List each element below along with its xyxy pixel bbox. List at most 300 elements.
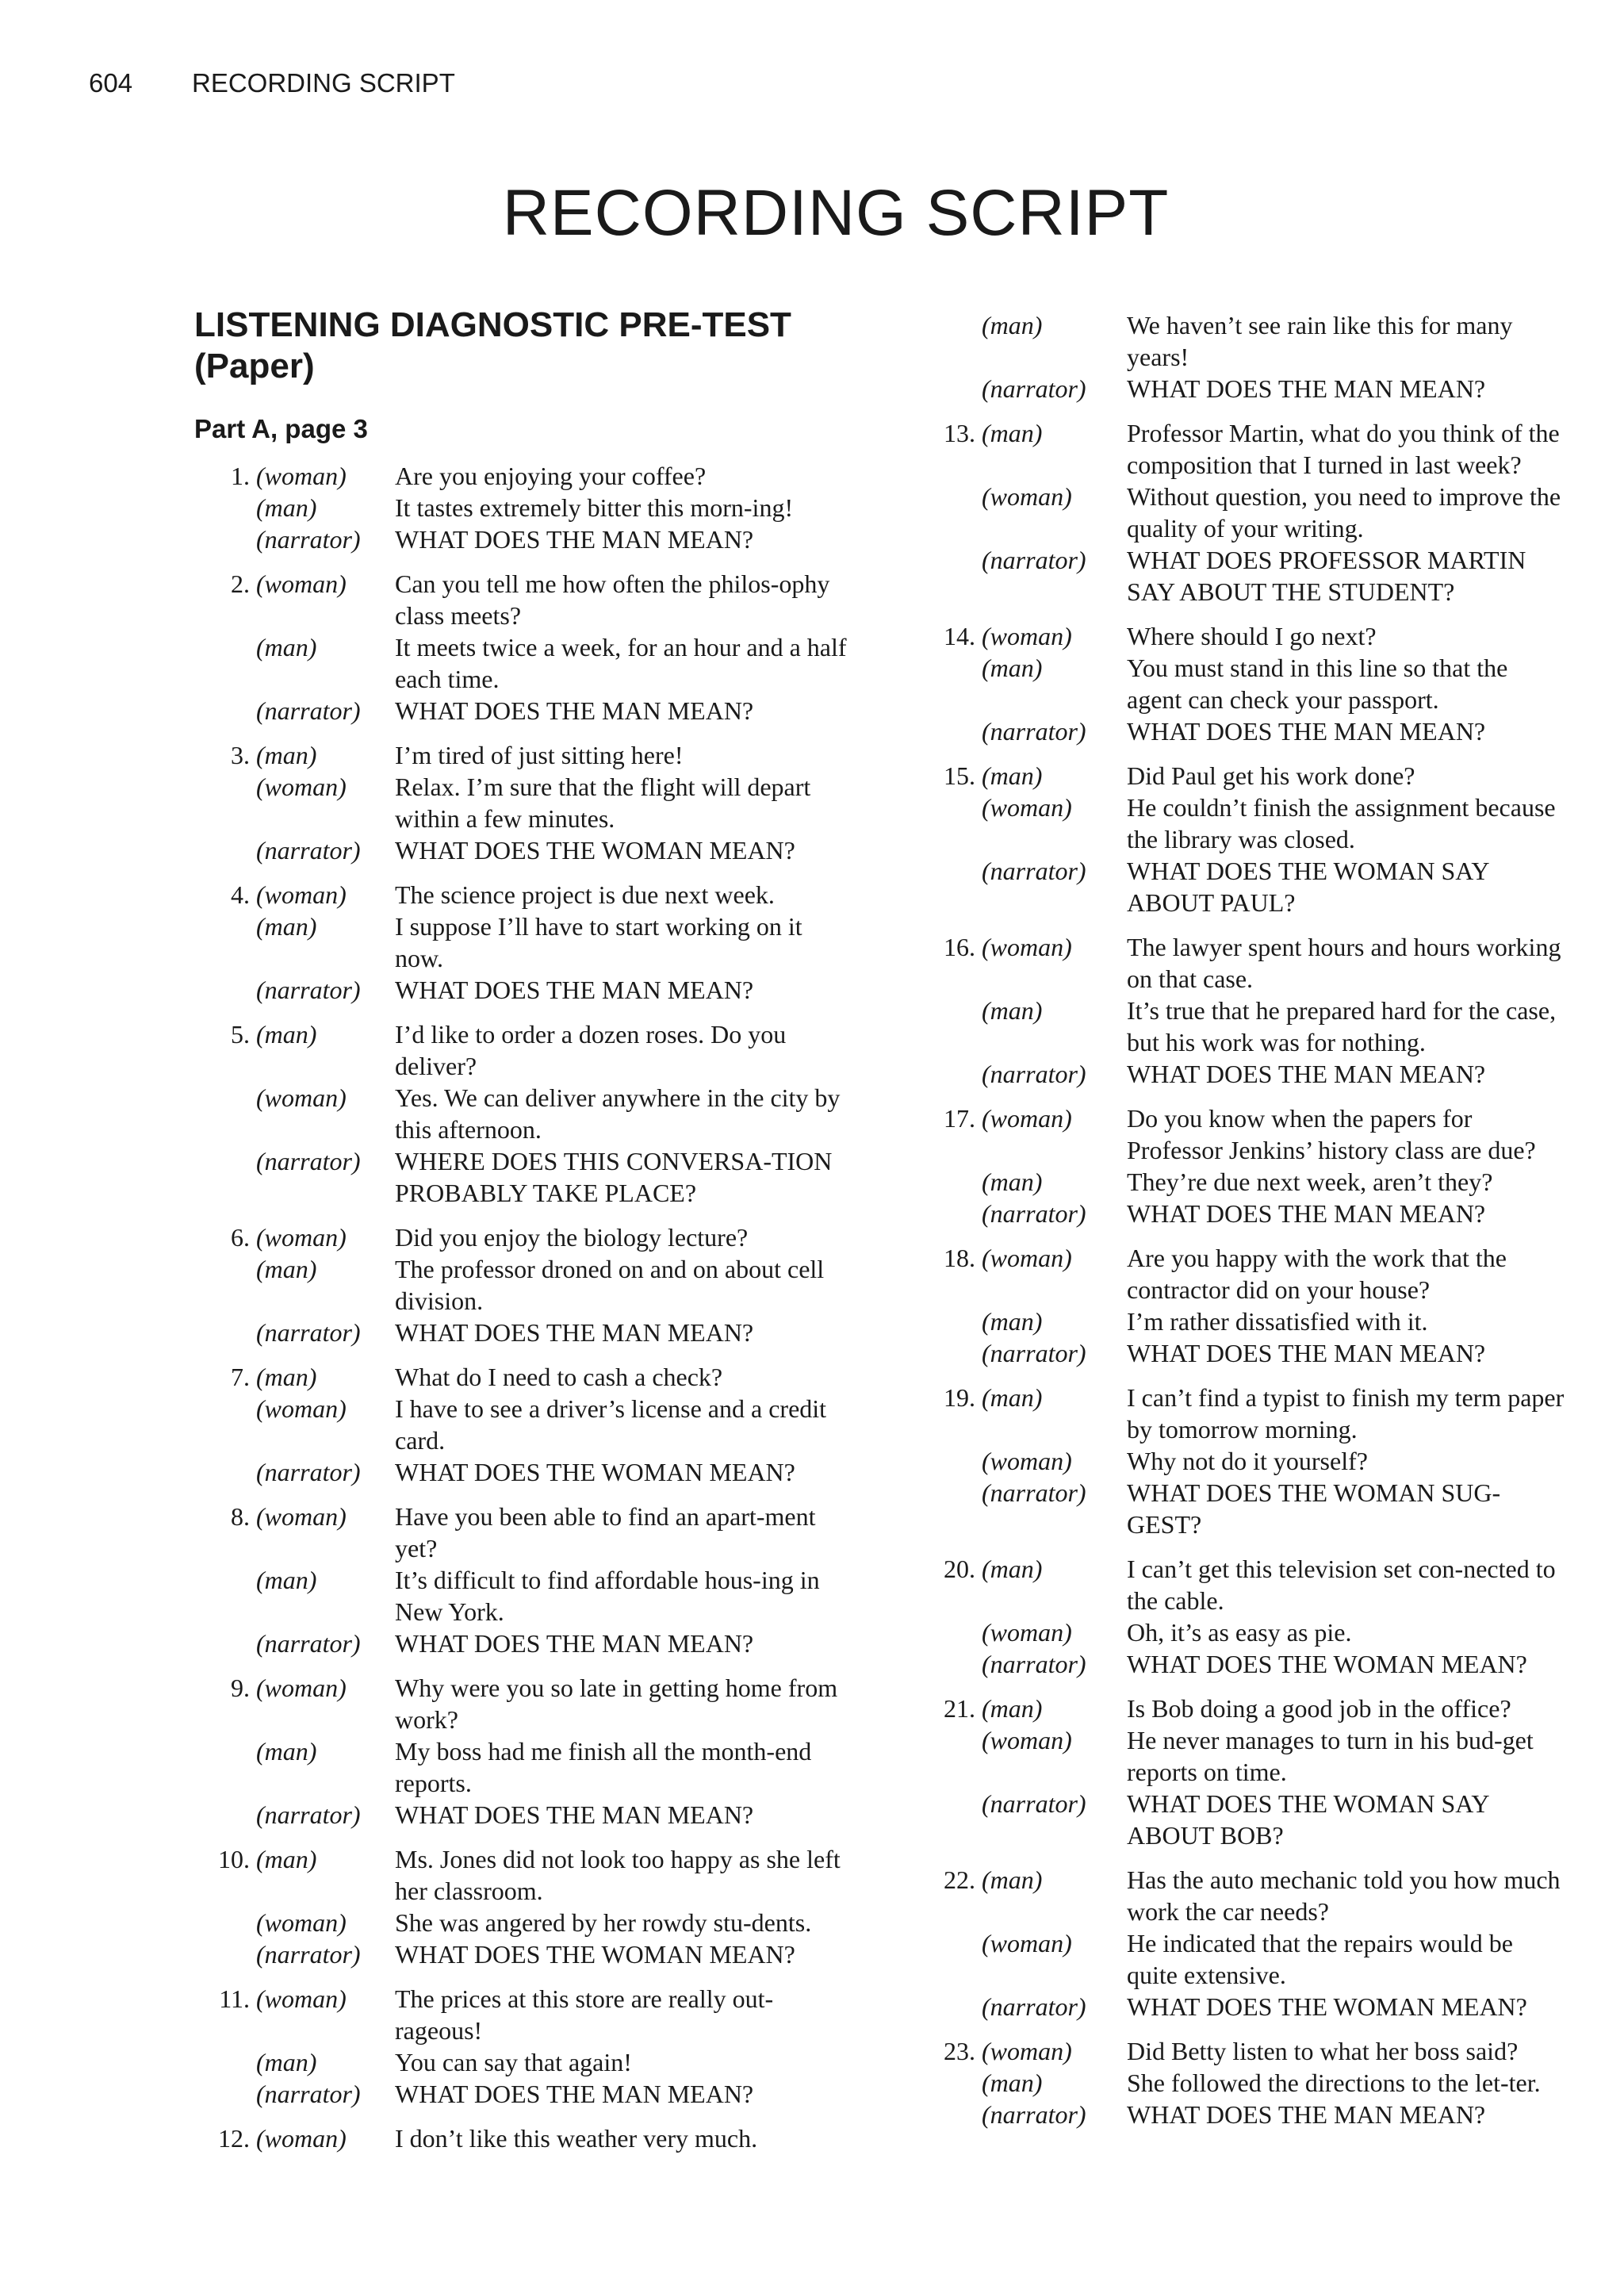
speaker-label: (woman) (256, 1674, 347, 1702)
running-head-title: RECORDING SCRIPT (192, 68, 455, 98)
item-number: 20. (944, 1555, 975, 1583)
item-number: 2. (231, 569, 250, 598)
item-number (902, 995, 982, 1058)
item-number (902, 1198, 982, 1229)
item-number: 18. (944, 1244, 975, 1272)
speaker-label: (man) (982, 1168, 1043, 1196)
dialogue-text: It tastes extremely bitter this morn-ing! (395, 493, 794, 522)
item-number (194, 1564, 256, 1628)
dialogue-text: WHAT DOES THE WOMAN SAY ABOUT PAUL? (1127, 857, 1489, 917)
dialogue-line (902, 309, 1568, 373)
dialogue-text: Oh, it’s as easy as pie. (1127, 1618, 1352, 1647)
dialogue-line (194, 1735, 860, 1799)
speaker-label: (man) (982, 654, 1043, 682)
script-item (902, 2035, 1568, 2130)
dialogue-line (902, 373, 1568, 405)
speaker-label: (narrator) (256, 1800, 361, 1829)
item-number (194, 523, 256, 555)
dialogue-line (902, 1445, 1568, 1477)
speaker-label: (woman) (982, 1929, 1072, 1957)
dialogue-text: He never manages to turn in his bud-get reports on time. (1127, 1726, 1534, 1786)
speaker-label: (woman) (256, 1984, 347, 2013)
item-number: 14. (944, 622, 975, 650)
dialogue-line (902, 1616, 1568, 1648)
dialogue-line (194, 974, 860, 1006)
speaker-label: (narrator) (982, 1992, 1086, 2021)
speaker-label: (man) (256, 1020, 317, 1049)
dialogue-line (194, 460, 860, 492)
left-column (194, 460, 860, 2167)
script-item (194, 460, 860, 555)
item-number (194, 911, 256, 974)
script-item (194, 1361, 860, 1488)
dialogue-line (902, 1382, 1568, 1445)
speaker-label: (narrator) (256, 1458, 361, 1486)
dialogue-line (194, 1145, 860, 1209)
dialogue-text: Why were you so late in getting home from work? (395, 1674, 838, 1734)
dialogue-line (902, 1337, 1568, 1369)
dialogue-text: WHAT DOES THE MAN MEAN? (395, 1800, 754, 1829)
dialogue-text: WHAT DOES THE WOMAN MEAN? (395, 836, 795, 865)
dialogue-line (194, 1018, 860, 1082)
speaker-label: (narrator) (982, 1478, 1086, 1507)
dialogue-line (902, 1242, 1568, 1306)
item-number (194, 695, 256, 727)
dialogue-text: Do you know when the papers for Professor Jenkins’ history class are due? (1127, 1104, 1536, 1164)
script-item (902, 1864, 1568, 2023)
dialogue-text: WHAT DOES THE WOMAN MEAN? (395, 1458, 795, 1486)
item-number: 21. (944, 1694, 975, 1723)
item-number (902, 1991, 982, 2023)
dialogue-text: The professor droned on and on about cell division. (395, 1255, 825, 1315)
dialogue-text: I don’t like this weather very much. (395, 2124, 758, 2153)
speaker-label: (woman) (982, 1447, 1072, 1475)
speaker-label: (narrator) (982, 1789, 1086, 1818)
item-number (902, 481, 982, 544)
item-number (902, 309, 982, 373)
dialogue-line (902, 2035, 1568, 2067)
dialogue-text: It’s true that he prepared hard for the case, but his work was for nothing. (1127, 996, 1557, 1056)
dialogue-line (194, 1907, 860, 1938)
item-number: 22. (944, 1865, 975, 1894)
item-number (902, 1337, 982, 1369)
speaker-label: (man) (982, 1865, 1043, 1894)
dialogue-text: WHAT DOES THE MAN MEAN? (1127, 1199, 1486, 1228)
item-number (902, 715, 982, 747)
dialogue-text: I can’t find a typist to finish my term paper by tomorrow morning. (1127, 1383, 1565, 1444)
item-number (902, 855, 982, 918)
item-number: 23. (944, 2037, 975, 2065)
dialogue-line (194, 1082, 860, 1145)
dialogue-line (902, 715, 1568, 747)
item-number: 17. (944, 1104, 975, 1133)
dialogue-line (194, 911, 860, 974)
dialogue-line (194, 631, 860, 695)
speaker-label: (narrator) (256, 525, 361, 554)
dialogue-line (902, 481, 1568, 544)
script-item (902, 1553, 1568, 1680)
item-number (194, 1456, 256, 1488)
dialogue-text: I can’t get this television set con-nected to the cable. (1127, 1555, 1556, 1615)
dialogue-line (194, 1672, 860, 1735)
dialogue-line (194, 1361, 860, 1393)
item-number (194, 771, 256, 834)
dialogue-line (902, 931, 1568, 995)
item-number: 13. (944, 419, 975, 447)
dialogue-text: He couldn’t finish the assignment because the library was closed. (1127, 793, 1556, 853)
dialogue-text: WHAT DOES THE MAN MEAN? (1127, 374, 1486, 403)
dialogue-text: WHAT DOES THE WOMAN MEAN? (1127, 1650, 1527, 1678)
speaker-label: (woman) (982, 482, 1072, 511)
part-title: Part A, page 3 (194, 414, 368, 443)
dialogue-line (194, 771, 860, 834)
speaker-label: (man) (256, 1566, 317, 1594)
speaker-label: (man) (982, 1694, 1043, 1723)
item-number: 16. (944, 933, 975, 961)
running-head (89, 68, 455, 98)
script-item (902, 1242, 1568, 1369)
speaker-label: (woman) (256, 1908, 347, 1937)
speaker-label: (man) (982, 419, 1043, 447)
dialogue-text: Are you happy with the work that the contractor did on your house? (1127, 1244, 1507, 1304)
script-item (194, 1983, 860, 2110)
dialogue-text: We haven’t see rain like this for many years! (1127, 311, 1513, 371)
speaker-label: (man) (982, 1555, 1043, 1583)
dialogue-text: Without question, you need to improve the quality of your writing. (1127, 482, 1561, 543)
dialogue-line (902, 1648, 1568, 1680)
speaker-label: (man) (256, 1255, 317, 1283)
dialogue-line (902, 1102, 1568, 1166)
item-number: 15. (944, 761, 975, 790)
item-number (902, 2067, 982, 2099)
dialogue-text: WHAT DOES PROFESSOR MARTIN SAY ABOUT THE STUDENT? (1127, 546, 1526, 606)
dialogue-line (902, 1553, 1568, 1616)
item-number (194, 631, 256, 695)
dialogue-text: It meets twice a week, for an hour and a half each time. (395, 633, 847, 693)
dialogue-line (194, 1564, 860, 1628)
speaker-label: (man) (256, 1363, 317, 1391)
dialogue-line (194, 2122, 860, 2154)
dialogue-line (194, 1456, 860, 1488)
dialogue-text: WHERE DOES THIS CONVERSA-TION PROBABLY TAKE PLACE? (395, 1147, 833, 1207)
speaker-label: (man) (256, 1737, 317, 1766)
item-number (902, 652, 982, 715)
speaker-label: (woman) (256, 569, 347, 598)
item-number (194, 2078, 256, 2110)
item-number (194, 974, 256, 1006)
script-item (194, 568, 860, 727)
dialogue-line (902, 652, 1568, 715)
speaker-label: (narrator) (982, 717, 1086, 746)
speaker-label: (man) (256, 741, 317, 769)
dialogue-line (194, 1938, 860, 1970)
item-number (194, 1082, 256, 1145)
speaker-label: (narrator) (256, 696, 361, 725)
dialogue-line (194, 1317, 860, 1348)
script-item (194, 1501, 860, 1659)
dialogue-text: WHAT DOES THE MAN MEAN? (1127, 1060, 1486, 1088)
dialogue-line (902, 792, 1568, 855)
script-item (194, 2122, 860, 2154)
speaker-label: (woman) (256, 2124, 347, 2153)
item-number (194, 1393, 256, 1456)
dialogue-text: I suppose I’ll have to start working on it now. (395, 912, 802, 972)
item-number (902, 544, 982, 608)
speaker-label: (narrator) (256, 1629, 361, 1658)
speaker-label: (woman) (256, 1083, 347, 1112)
dialogue-text: WHAT DOES THE WOMAN MEAN? (395, 1940, 795, 1969)
dialogue-text: Are you enjoying your coffee? (395, 462, 707, 490)
dialogue-line (902, 1927, 1568, 1991)
dialogue-text: It’s difficult to find affordable hous-ing in New York. (395, 1566, 820, 1626)
dialogue-line (902, 1306, 1568, 1337)
item-number (194, 492, 256, 523)
dialogue-text: Is Bob doing a good job in the office? (1127, 1694, 1511, 1723)
dialogue-text: I’d like to order a dozen roses. Do you deliver? (395, 1020, 787, 1080)
dialogue-text: WHAT DOES THE WOMAN MEAN? (1127, 1992, 1527, 2021)
dialogue-text: She was angered by her rowdy stu-dents. (395, 1908, 812, 1937)
speaker-label: (man) (982, 761, 1043, 790)
speaker-label: (woman) (982, 1726, 1072, 1754)
speaker-label: (narrator) (256, 1147, 361, 1175)
dialogue-line (902, 1198, 1568, 1229)
dialogue-line (194, 492, 860, 523)
script-item (194, 879, 860, 1006)
script-item (194, 1672, 860, 1831)
script-item (194, 1843, 860, 1970)
item-number: 8. (231, 1502, 250, 1531)
speaker-label: (woman) (982, 2037, 1072, 2065)
script-item (902, 1102, 1568, 1229)
page-number: 604 (89, 68, 133, 98)
dialogue-text: The lawyer spent hours and hours working on that case. (1127, 933, 1561, 993)
item-number: 7. (231, 1363, 250, 1391)
dialogue-line (194, 568, 860, 631)
dialogue-line (194, 1628, 860, 1659)
speaker-label: (narrator) (256, 1940, 361, 1969)
script-item (194, 1018, 860, 1209)
item-number (902, 1724, 982, 1788)
script-item (194, 1221, 860, 1348)
dialogue-line (902, 1693, 1568, 1724)
item-number: 19. (944, 1383, 975, 1412)
item-number: 9. (231, 1674, 250, 1702)
item-number: 4. (231, 880, 250, 909)
item-number (194, 1317, 256, 1348)
script-item (902, 309, 1568, 405)
speaker-label: (woman) (982, 1244, 1072, 1272)
dialogue-line (194, 1501, 860, 1564)
item-number (902, 1306, 982, 1337)
dialogue-line (194, 695, 860, 727)
item-number: 3. (231, 741, 250, 769)
speaker-label: (narrator) (256, 976, 361, 1004)
speaker-label: (woman) (256, 462, 347, 490)
dialogue-line (194, 1253, 860, 1317)
script-item (194, 739, 860, 866)
item-number: 11. (219, 1984, 250, 2013)
dialogue-text: Did Paul get his work done? (1127, 761, 1415, 790)
item-number (194, 834, 256, 866)
dialogue-line (194, 1799, 860, 1831)
dialogue-text: Relax. I’m sure that the flight will depart within a few minutes. (395, 773, 811, 833)
item-number (194, 1145, 256, 1209)
item-number: 12. (218, 2124, 250, 2153)
dialogue-text: WHAT DOES THE MAN MEAN? (395, 2080, 754, 2108)
dialogue-text: Ms. Jones did not look too happy as she left her classroom. (395, 1845, 841, 1905)
item-number (194, 1628, 256, 1659)
speaker-label: (narrator) (256, 836, 361, 865)
dialogue-line (902, 760, 1568, 792)
item-number (902, 1166, 982, 1198)
dialogue-text: Did Betty listen to what her boss said? (1127, 2037, 1519, 2065)
item-number: 5. (231, 1020, 250, 1049)
item-number (194, 2046, 256, 2078)
speaker-label: (narrator) (982, 2100, 1086, 2129)
item-number (194, 1907, 256, 1938)
speaker-label: (man) (982, 996, 1043, 1025)
speaker-label: (man) (256, 912, 317, 941)
speaker-label: (woman) (256, 1502, 347, 1531)
speaker-label: (woman) (982, 793, 1072, 822)
dialogue-line (194, 739, 860, 771)
dialogue-text: WHAT DOES THE MAN MEAN? (395, 525, 754, 554)
speaker-label: (narrator) (982, 1339, 1086, 1367)
item-number (194, 1938, 256, 1970)
speaker-label: (man) (982, 311, 1043, 339)
dialogue-line (194, 879, 860, 911)
dialogue-text: The science project is due next week. (395, 880, 775, 909)
dialogue-line (902, 1477, 1568, 1540)
speaker-label: (woman) (982, 622, 1072, 650)
speaker-label: (man) (256, 2048, 317, 2076)
dialogue-line (194, 834, 860, 866)
script-item (902, 1693, 1568, 1851)
dialogue-text: WHAT DOES THE MAN MEAN? (395, 1629, 754, 1658)
dialogue-line (902, 2067, 1568, 2099)
speaker-label: (man) (256, 633, 317, 661)
item-number (902, 1058, 982, 1090)
dialogue-text: The prices at this store are really out-rageous! (395, 1984, 774, 2045)
dialogue-text: WHAT DOES THE MAN MEAN? (1127, 1339, 1486, 1367)
dialogue-line (902, 1058, 1568, 1090)
dialogue-line (902, 417, 1568, 481)
dialogue-line (194, 2046, 860, 2078)
dialogue-line (902, 1788, 1568, 1851)
dialogue-line (902, 1166, 1568, 1198)
item-number: 1. (231, 462, 250, 490)
speaker-label: (woman) (256, 1394, 347, 1423)
speaker-label: (narrator) (256, 1318, 361, 1347)
script-item (902, 1382, 1568, 1540)
dialogue-text: Yes. We can deliver anywhere in the city by this afternoon. (395, 1083, 841, 1144)
dialogue-text: They’re due next week, aren’t they? (1127, 1168, 1493, 1196)
dialogue-text: WHAT DOES THE MAN MEAN? (1127, 717, 1486, 746)
item-number (902, 1616, 982, 1648)
speaker-label: (narrator) (982, 1199, 1086, 1228)
dialogue-text: WHAT DOES THE WOMAN SAY ABOUT BOB? (1127, 1789, 1489, 1850)
speaker-label: (woman) (256, 1223, 347, 1252)
dialogue-text: You can say that again! (395, 2048, 632, 2076)
item-number (902, 1927, 982, 1991)
dialogue-text: WHAT DOES THE MAN MEAN? (395, 696, 754, 725)
dialogue-text: My boss had me finish all the month-end reports. (395, 1737, 812, 1797)
speaker-label: (narrator) (256, 2080, 361, 2108)
dialogue-line (902, 1864, 1568, 1927)
item-number: 6. (231, 1223, 250, 1252)
dialogue-text: Where should I go next? (1127, 622, 1377, 650)
dialogue-text: She followed the directions to the let-ter. (1127, 2069, 1541, 2097)
dialogue-text: WHAT DOES THE MAN MEAN? (395, 976, 754, 1004)
speaker-label: (narrator) (982, 857, 1086, 885)
speaker-label: (woman) (982, 1104, 1072, 1133)
dialogue-text: Did you enjoy the biology lecture? (395, 1223, 749, 1252)
dialogue-line (194, 1393, 860, 1456)
right-column (902, 309, 1568, 2143)
speaker-label: (narrator) (982, 374, 1086, 403)
dialogue-text: What do I need to cash a check? (395, 1363, 723, 1391)
item-number (194, 1799, 256, 1831)
dialogue-text: Has the auto mechanic told you how much work the car needs? (1127, 1865, 1561, 1926)
dialogue-line (902, 1724, 1568, 1788)
item-number (902, 1445, 982, 1477)
script-item (902, 931, 1568, 1090)
speaker-label: (man) (256, 493, 317, 522)
speaker-label: (woman) (256, 880, 347, 909)
speaker-label: (narrator) (982, 1650, 1086, 1678)
dialogue-line (902, 995, 1568, 1058)
dialogue-line (194, 2078, 860, 2110)
dialogue-line (902, 1991, 1568, 2023)
speaker-label: (man) (982, 1307, 1043, 1336)
dialogue-line (902, 544, 1568, 608)
item-number (902, 1477, 982, 1540)
dialogue-line (194, 1843, 860, 1907)
item-number (902, 792, 982, 855)
speaker-label: (woman) (982, 1618, 1072, 1647)
script-item (902, 417, 1568, 608)
dialogue-line (902, 855, 1568, 918)
speaker-label: (narrator) (982, 546, 1086, 574)
dialogue-text: WHAT DOES THE WOMAN SUG-GEST? (1127, 1478, 1501, 1539)
item-number (902, 373, 982, 405)
section-title: LISTENING DIAGNOSTIC PRE-TEST (Paper) (194, 305, 791, 385)
dialogue-text: I’m rather dissatisfied with it. (1127, 1307, 1428, 1336)
item-number (902, 1788, 982, 1851)
dialogue-text: Professor Martin, what do you think of the composition that I turned in last week? (1127, 419, 1560, 479)
item-number (194, 1253, 256, 1317)
page-title: RECORDING SCRIPT (502, 177, 1170, 249)
item-number (902, 2099, 982, 2130)
item-number: 10. (218, 1845, 250, 1873)
speaker-label: (woman) (982, 933, 1072, 961)
dialogue-line (194, 1983, 860, 2046)
dialogue-line (194, 1221, 860, 1253)
dialogue-text: I’m tired of just sitting here! (395, 741, 684, 769)
item-number (194, 1735, 256, 1799)
dialogue-text: WHAT DOES THE MAN MEAN? (1127, 2100, 1486, 2129)
script-item (902, 760, 1568, 918)
dialogue-line (902, 2099, 1568, 2130)
dialogue-text: He indicated that the repairs would be quite extensive. (1127, 1929, 1513, 1989)
script-item (902, 620, 1568, 747)
dialogue-text: Have you been able to find an apart-ment yet? (395, 1502, 816, 1562)
speaker-label: (man) (256, 1845, 317, 1873)
dialogue-line (194, 523, 860, 555)
speaker-label: (woman) (256, 773, 347, 801)
speaker-label: (man) (982, 2069, 1043, 2097)
dialogue-text: Why not do it yourself? (1127, 1447, 1368, 1475)
